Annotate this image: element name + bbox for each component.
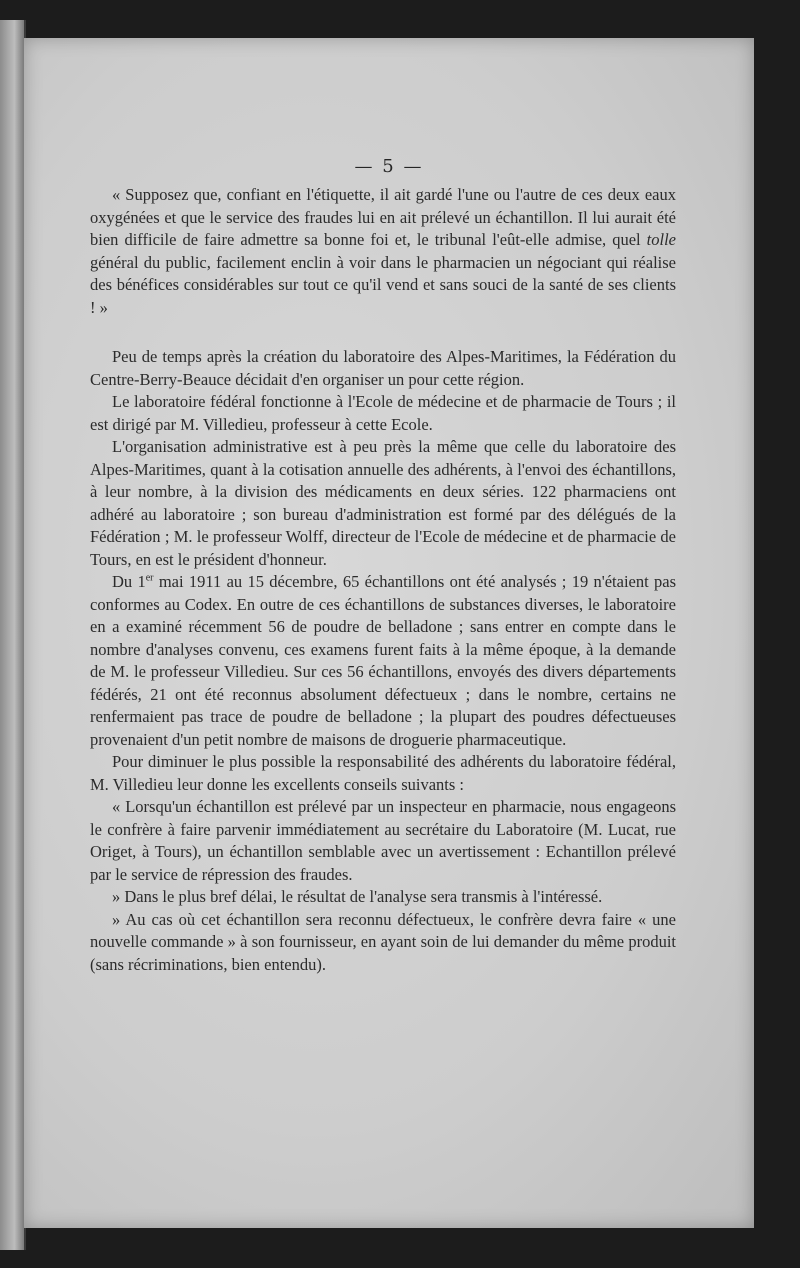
quote-block	[90, 184, 676, 319]
paragraph-laboratory-creation: Peu de temps après la création du laboratoire des Alpes-Maritimes, la Fédération du Centre-Berry-Beauce décidait d'en organiser un pour cette région.	[90, 347, 676, 389]
paragraph-advice-intro: Pour diminuer le plus possible la responsabilité des adhérents du laboratoire fédéral, M. Villedieu leur donne les excellents conseils suivants :	[90, 752, 676, 794]
quote-paragraph	[90, 184, 676, 319]
quote-text-after: général du public, facilement enclin à voir dans le pharmacien un négociant qui réalise des bénéfices considérables sur tout ce qu'il vend et sans souci de la santé de ses clients ! »	[90, 252, 676, 317]
paragraph-advice-result: » Dans le plus bref délai, le résultat de l'analyse sera transmis à l'intéressé.	[112, 887, 603, 906]
quote-text-before: « Supposez que, confiant en l'étiquette, il ait gardé l'une ou l'autre de ces deux eaux oxygénées et que le service des fraudes lui en ait prélevé un échantillon. Il lui aurait été bien difficile de faire admettre sa bonne foi et, le tribunal l'eût-elle admise, quel	[90, 185, 676, 249]
dates-superscript: er	[145, 572, 154, 584]
body-text	[90, 346, 676, 976]
paragraph-organisation: L'organisation administrative est à peu près la même que celle du laboratoire des Alpes-Maritimes, quant à la cotisation annuelle des adhérents, à l'envoi des échantillons, à leur nombre, à la division des médicaments en deux séries. 122 pharmaciens ont adhéré au laboratoire ; son bureau d'administration est formé par des délégués de la Fédération ; M. le professeur Wolff, directeur de l'Ecole de médecine et de pharmacie de Tours, en est le président d'honneur.	[90, 437, 676, 569]
paragraph-advice-defective: » Au cas où cet échantillon sera reconnu défectueux, le confrère devra faire « une nouvelle commande » à son fournisseur, en ayant soin de lui demander du même produit (sans récriminations, bien entendu).	[90, 909, 676, 974]
document-page	[24, 38, 754, 1228]
quote-italic-word: tolle	[646, 230, 676, 249]
paragraph-laboratory-location: Le laboratoire fédéral fonctionne à l'Ecole de médecine et de pharmacie de Tours ; il est dirigé par M. Villedieu, professeur à cette Ecole.	[90, 392, 676, 434]
previous-page-edge	[0, 20, 26, 1250]
paragraph-advice-sampling: « Lorsqu'un échantillon est prélevé par un inspecteur en pharmacie, nous engageons le confrère à faire parvenir immédiatement au secrétaire du Laboratoire (M. Lucat, rue Origet, à Tours), un échantillon semblable avec un avertissement : Echantillon prélevé par le service de répression des fraudes.	[90, 797, 676, 884]
dates-prefix: Du 1	[112, 572, 146, 591]
paragraph-analysis-results	[90, 571, 676, 751]
page-number: — 5 —	[354, 156, 424, 177]
dates-rest: mai 1911 au 15 décembre, 65 échantillons ont été analysés ; 19 n'étaient pas conformes au Codex. En outre de ces échantillons de substances diverses, le laboratoire en a examiné récemment 56 de poudre de belladone ; sans entrer en compte dans le nombre d'analyses convenu, ces examens furent faits à la même époque, à la demande de M. le professeur Villedieu. Sur ces 56 échantillons, envoyés des divers départements fédérés, 21 ont été reconnus absolument défectueux ; dans le nombre, certains ne renfermaient pas trace de poudre de belladone ; la plupart des poudres défectueuses provenaient d'un petit nombre de maisons de droguerie pharmaceutique.	[90, 572, 676, 749]
